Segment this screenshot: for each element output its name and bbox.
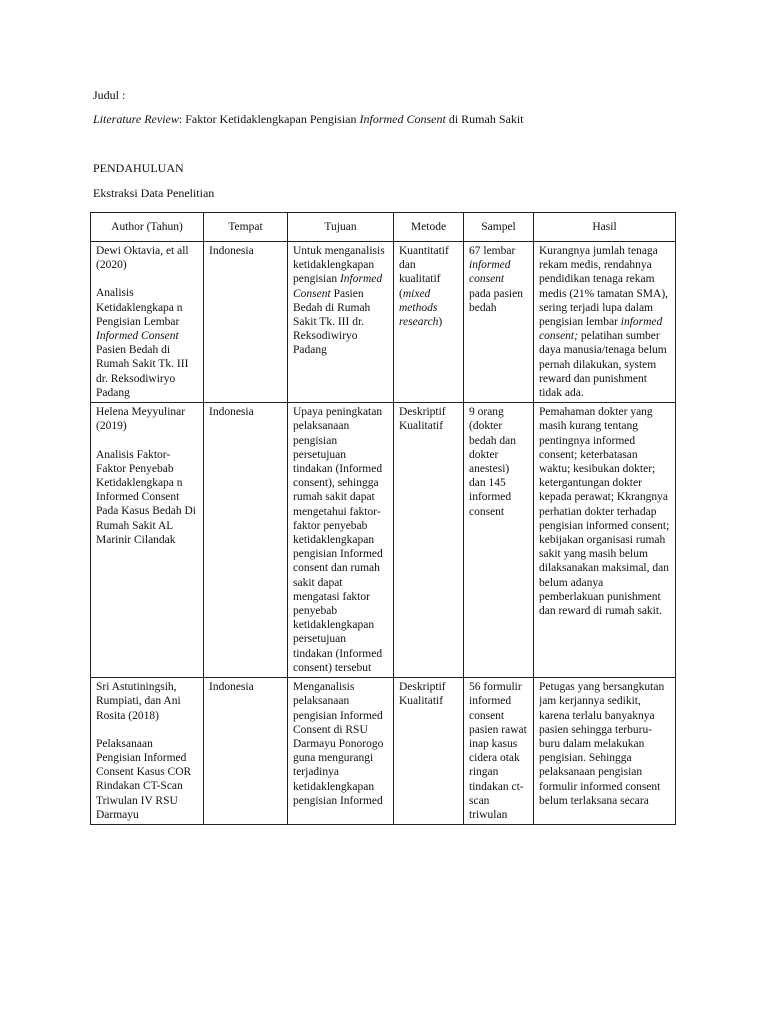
table-row — [91, 678, 676, 825]
col-header-tujuan: Tujuan — [288, 213, 394, 242]
cell-sampel: 67 lembar informed consent pada pasien bedah — [464, 242, 534, 403]
cell-tempat: Indonesia — [204, 678, 288, 825]
cell-metode: Deskriptif Kualitatif — [394, 678, 464, 825]
cell-metode: Kuantitatif dan kualitatif (mixed methods research) — [394, 242, 464, 403]
col-header-sampel: Sampel — [464, 213, 534, 242]
col-header-hasil: Hasil — [534, 213, 676, 242]
col-header-author: Author (Tahun) — [91, 213, 204, 242]
study-title: Analisis Ketidaklengkapa n Pengisian Lembar Informed Consent Pasien Bedah di Rumah Sakit Tk. III dr. Reksodiwiryo Padang — [96, 287, 189, 399]
cell-sampel: 9 orang (dokter bedah dan dokter anestesi) dan 145 informed consent — [464, 403, 534, 678]
table-row — [91, 242, 676, 403]
study-title: Pelaksanaan Pengisian Informed Consent Kasus COR Rindakan CT-Scan Triwulan IV RSU Darmayu — [96, 737, 192, 821]
title-text-part-1: : Faktor Ketidaklengkapan Pengisian — [178, 112, 360, 126]
title-italic-informed-consent: Informed Consent — [359, 112, 446, 126]
document-title — [93, 112, 524, 127]
section-heading: PENDAHULUAN — [93, 161, 184, 175]
cell-sampel: 56 formulir informed consent pasien rawat inap kasus cidera otak ringan tindakan ct-scan triwulan — [464, 678, 534, 825]
cell-hasil: Petugas yang bersangkutan jam kerjannya sedikit, karena terlalu banyaknya pasien sehingga terburu-buru dalam melakukan pengisian. Sehingga pelaksanaan pengisian formulir informed consent belum terlaksana secara — [534, 678, 676, 825]
cell-tujuan: Upaya peningkatan pelaksanaan pengisian persetujuan tindakan (Informed consent), sehingga rumah sakit dapat mengetahui faktor-faktor penyebab ketidaklengkapan pengisian Informed consent dan rumah sakit dapat mengatasi faktor penyebab ketidaklengkapan persetujuan tindakan (Informed consent) tersebut — [288, 403, 394, 678]
judul-label: Judul : — [93, 88, 126, 102]
cell-author — [91, 678, 204, 825]
col-header-metode: Metode — [394, 213, 464, 242]
table-header-row — [91, 213, 676, 242]
cell-tujuan: Menganalisis pelaksanaan pengisian Informed Consent di RSU Darmayu Ponorogo guna mengurangi terjadinya ketidaklengkapan pengisian Informed — [288, 678, 394, 825]
cell-author — [91, 403, 204, 678]
cell-tujuan: Untuk menganalisis ketidaklengkapan pengisian Informed Consent Pasien Bedah di Rumah Sakit Tk. III dr. Reksodiwiryo Padang — [288, 242, 394, 403]
cell-tempat: Indonesia — [204, 403, 288, 678]
cell-tempat: Indonesia — [204, 242, 288, 403]
table-caption: Ekstraksi Data Penelitian — [93, 186, 215, 200]
table-row — [91, 403, 676, 678]
title-italic-literature-review: Literature Review — [93, 112, 179, 126]
col-header-tempat: Tempat — [204, 213, 288, 242]
cell-hasil: Kurangnya jumlah tenaga rekam medis, rendahnya pendidikan tenaga rekam medis (21% tamatan SMA), sering terjadi lupa dalam pengisian lembar informed consent; pelatihan sumber daya manusia/tenaga belum pernah dilakukan, system reward dan punishment tidak ada. — [534, 242, 676, 403]
cell-hasil: Pemahaman dokter yang masih kurang tentang pentingnya informed consent; keterbatasan waktu; kesibukan dokter; ketergantungan dokter kepada perawat; Kkrangnya perhatian dokter terhadap pengisian informed consent; kebijakan organisasi rumah sakit yang masih belum dilaksanakan maksimal, dan belum adanya pemberlakuan punishment dan reward di rumah sakit. — [534, 403, 676, 678]
title-text-part-2: di Rumah Sakit — [445, 112, 524, 126]
cell-author — [91, 242, 204, 403]
data-extraction-table — [90, 212, 676, 825]
author-name: Helena Meyyulinar (2019) — [96, 406, 186, 433]
author-name: Dewi Oktavia, et all (2020) — [96, 245, 189, 272]
cell-metode: Deskriptif Kualitatif — [394, 403, 464, 678]
author-name: Sri Astutiningsih, Rumpiati, dan Ani Rosita (2018) — [96, 681, 181, 722]
study-title: Analisis Faktor-Faktor Penyebab Ketidaklengkapa n Informed Consent Pada Kasus Bedah Di Rumah Sakit AL Marinir Cilandak — [96, 448, 196, 546]
